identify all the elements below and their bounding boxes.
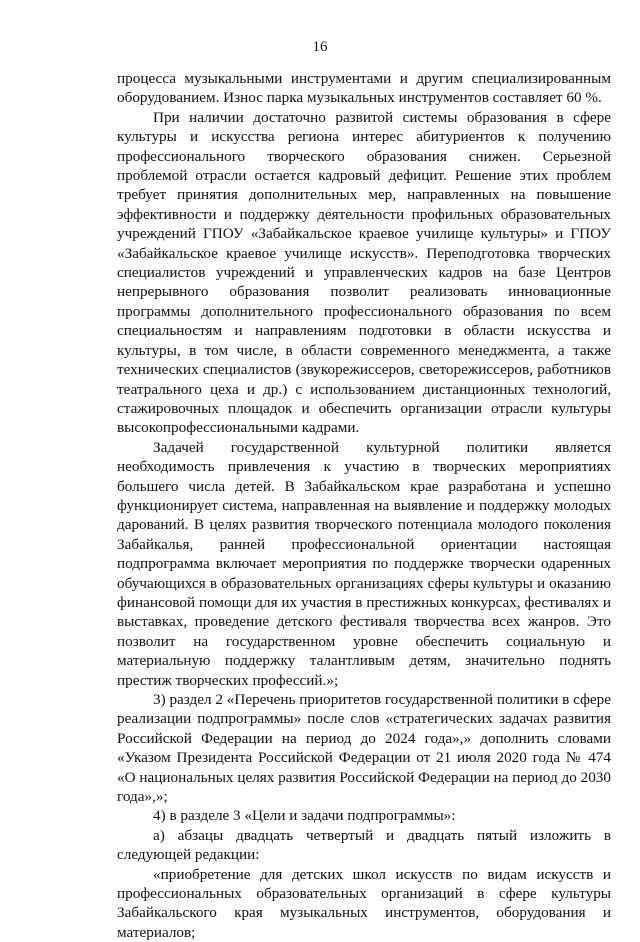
paragraph-education-system: При наличии достаточно развитой системы образования в сфере культуры и искусства региона интерес абитуриентов к получению профессионального творческого образования снижен. Серьезной проблемой отрасли остается кадровый дефицит. Решение этих проблем требует принятия дополнительных мер, направленных на повышение эффективности и поддержку деятельности профильных образовательных учреждений ГПОУ «Забайкальское краевое училище культуры» и ГПОУ «Забайкальское краевое училище искусств». Переподготовка творческих специалистов учреждений и управленческих кадров на базе Центров непрерывного образования позволит реализовать инновационные программы дополнительного профессионального образования по всем специальностям и направлениям подготовки в области искусства и культуры, в том числе, в области современного менеджмента, а также технических специалистов (звукорежиссеров, светорежиссеров, работников театрального цеха и др.) с использованием дистанционных технологий, стажировочных площадок и обеспечить организации отрасли культуры высокопрофессиональными кадрами. <box>117 108 611 437</box>
paragraph-quote-acquisition: «приобретение для детских школ искусств по видам искусств и профессиональных образовательных организаций в сфере культуры Забайкальского края музыкальных инструментов, оборудования и материалов; <box>117 865 611 941</box>
document-body <box>117 69 611 942</box>
paragraph-item-3: 3) раздел 2 «Перечень приоритетов государственной политики в сфере реализации подпрограммы» после слов «стратегических задачах развития Российской Федерации на период до 2024 года»,» дополнить словами «Указом Президента Российской Федерации от 21 июля 2020 года № 474 «О национальных целях развития Российской Федерации на период до 2030 года»,»; <box>117 691 611 806</box>
paragraph-item-4: 4) в разделе 3 «Цели и задачи подпрограммы»: <box>153 807 456 825</box>
paragraph-item-4a: а) абзацы двадцать четвертый и двадцать пятый изложить в следующей редакции: <box>117 826 611 864</box>
paragraph-cultural-policy: Задачей государственной культурной политики является необходимость привлечения к участию в творческих мероприятиях большего числа детей. В Забайкальском крае разработана и успешно функционирует система, направленная на выявление и поддержку молодых дарований. В целях развития творческого потенциала молодого поколения Забайкалья, ранней профессиональной ориентации настоящая подпрограмма включает мероприятия по поддержке творчески одаренных обучающихся в образовательных организациях сферы культуры и оказанию финансовой помощи для их участия в престижных конкурсах, фестивалях и выставках, проведение детского фестиваля творчества всех жанров. Это позволит на государственном уровне обеспечить социальную и материальную поддержку талантливым детям, значительно поднять престиж творческих профессий.»; <box>117 438 611 689</box>
paragraph-continuation: процесса музыкальными инструментами и другим специализированным оборудованием. Износ парка музыкальных инструментов составляет 60 %. <box>117 70 611 107</box>
page-number: 16 <box>312 39 328 55</box>
